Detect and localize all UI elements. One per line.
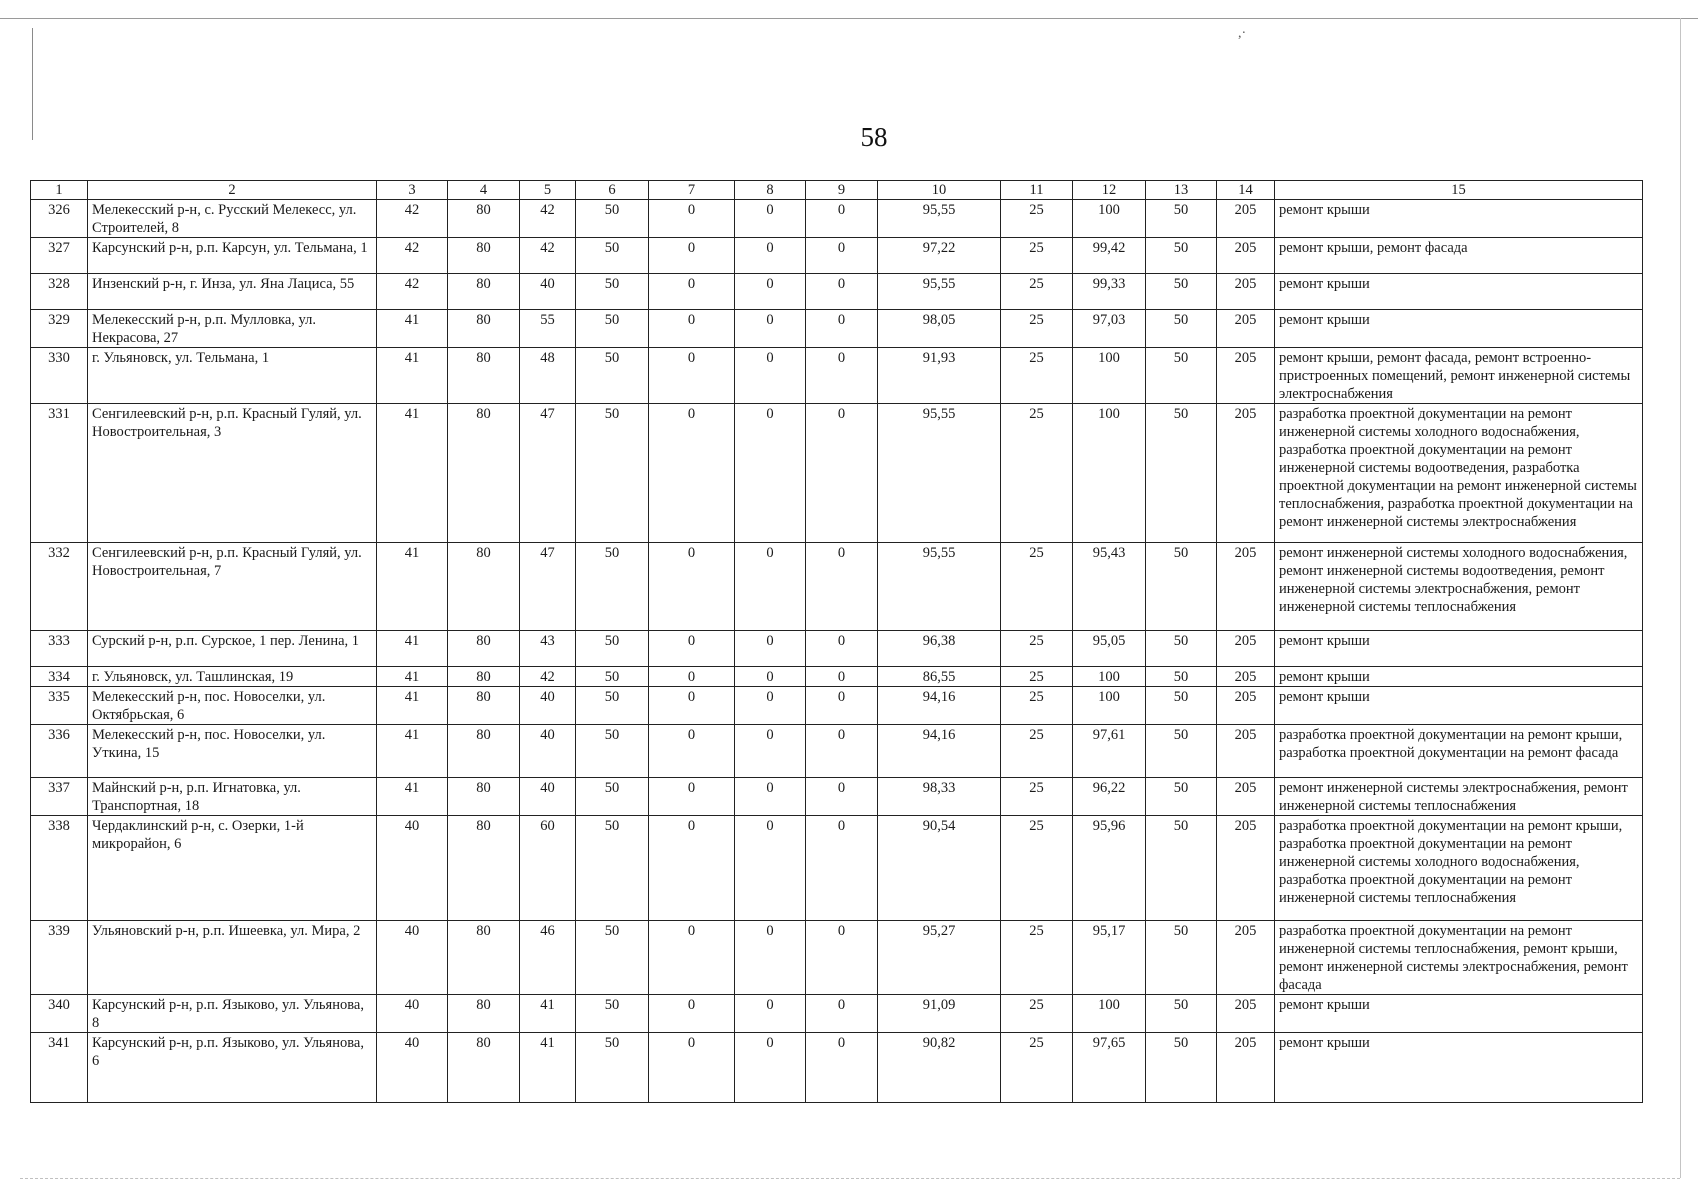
col-header: 4 bbox=[448, 181, 520, 200]
value-col-14: 205 bbox=[1217, 921, 1275, 995]
value-col-7: 0 bbox=[649, 631, 735, 667]
table-row bbox=[31, 200, 1643, 238]
value-col-11: 25 bbox=[1001, 725, 1073, 778]
address-cell: Карсунский р-н, р.п. Карсун, ул. Тельмана, 1 bbox=[88, 238, 377, 274]
value-col-9: 0 bbox=[806, 310, 878, 348]
value-col-4: 80 bbox=[448, 995, 520, 1033]
value-col-14: 205 bbox=[1217, 274, 1275, 310]
value-col-11: 25 bbox=[1001, 238, 1073, 274]
value-col-11: 25 bbox=[1001, 1033, 1073, 1103]
table-row bbox=[31, 725, 1643, 778]
value-col-11: 25 bbox=[1001, 995, 1073, 1033]
value-col-10: 98,05 bbox=[878, 310, 1001, 348]
value-col-7: 0 bbox=[649, 778, 735, 816]
row-number: 326 bbox=[31, 200, 88, 238]
address-cell: Мелекесский р-н, с. Русский Мелекесс, ул. Строителей, 8 bbox=[88, 200, 377, 238]
table-body bbox=[31, 200, 1643, 1103]
value-col-8: 0 bbox=[735, 631, 806, 667]
value-col-6: 50 bbox=[576, 1033, 649, 1103]
repair-works-cell: ремонт крыши, ремонт фасада, ремонт встроенно-пристроенных помещений, ремонт инженерной системы электроснабжения bbox=[1275, 348, 1643, 404]
value-col-10: 95,55 bbox=[878, 274, 1001, 310]
value-col-7: 0 bbox=[649, 274, 735, 310]
value-col-3: 41 bbox=[377, 667, 448, 687]
col-header: 15 bbox=[1275, 181, 1643, 200]
value-col-4: 80 bbox=[448, 348, 520, 404]
value-col-4: 80 bbox=[448, 274, 520, 310]
value-col-6: 50 bbox=[576, 995, 649, 1033]
col-header: 5 bbox=[520, 181, 576, 200]
value-col-5: 41 bbox=[520, 1033, 576, 1103]
value-col-5: 55 bbox=[520, 310, 576, 348]
address-cell: Мелекесский р-н, пос. Новоселки, ул. Уткина, 15 bbox=[88, 725, 377, 778]
col-header: 13 bbox=[1146, 181, 1217, 200]
value-col-7: 0 bbox=[649, 1033, 735, 1103]
value-col-4: 80 bbox=[448, 1033, 520, 1103]
value-col-10: 90,82 bbox=[878, 1033, 1001, 1103]
value-col-13: 50 bbox=[1146, 778, 1217, 816]
value-col-4: 80 bbox=[448, 687, 520, 725]
value-col-12: 95,43 bbox=[1073, 543, 1146, 631]
scan-edge-right bbox=[1680, 18, 1681, 1178]
value-col-12: 100 bbox=[1073, 348, 1146, 404]
value-col-4: 80 bbox=[448, 310, 520, 348]
value-col-6: 50 bbox=[576, 543, 649, 631]
row-number: 337 bbox=[31, 778, 88, 816]
value-col-3: 40 bbox=[377, 921, 448, 995]
table-row bbox=[31, 995, 1643, 1033]
value-col-13: 50 bbox=[1146, 921, 1217, 995]
value-col-10: 86,55 bbox=[878, 667, 1001, 687]
value-col-14: 205 bbox=[1217, 200, 1275, 238]
scan-edge-bottom bbox=[20, 1178, 1680, 1179]
value-col-8: 0 bbox=[735, 543, 806, 631]
value-col-7: 0 bbox=[649, 404, 735, 543]
value-col-3: 41 bbox=[377, 631, 448, 667]
value-col-5: 40 bbox=[520, 687, 576, 725]
value-col-4: 80 bbox=[448, 631, 520, 667]
value-col-4: 80 bbox=[448, 543, 520, 631]
value-col-10: 90,54 bbox=[878, 816, 1001, 921]
row-number: 336 bbox=[31, 725, 88, 778]
value-col-7: 0 bbox=[649, 200, 735, 238]
value-col-7: 0 bbox=[649, 725, 735, 778]
value-col-9: 0 bbox=[806, 631, 878, 667]
value-col-11: 25 bbox=[1001, 200, 1073, 238]
value-col-13: 50 bbox=[1146, 687, 1217, 725]
value-col-13: 50 bbox=[1146, 348, 1217, 404]
value-col-6: 50 bbox=[576, 687, 649, 725]
value-col-13: 50 bbox=[1146, 200, 1217, 238]
value-col-9: 0 bbox=[806, 238, 878, 274]
value-col-12: 100 bbox=[1073, 200, 1146, 238]
value-col-7: 0 bbox=[649, 995, 735, 1033]
value-col-5: 40 bbox=[520, 274, 576, 310]
value-col-12: 99,42 bbox=[1073, 238, 1146, 274]
value-col-11: 25 bbox=[1001, 631, 1073, 667]
value-col-14: 205 bbox=[1217, 667, 1275, 687]
value-col-4: 80 bbox=[448, 667, 520, 687]
value-col-10: 98,33 bbox=[878, 778, 1001, 816]
value-col-9: 0 bbox=[806, 274, 878, 310]
value-col-11: 25 bbox=[1001, 816, 1073, 921]
value-col-9: 0 bbox=[806, 816, 878, 921]
row-number: 334 bbox=[31, 667, 88, 687]
col-header: 2 bbox=[88, 181, 377, 200]
value-col-7: 0 bbox=[649, 921, 735, 995]
value-col-10: 97,22 bbox=[878, 238, 1001, 274]
repair-works-cell: ремонт крыши bbox=[1275, 667, 1643, 687]
value-col-4: 80 bbox=[448, 816, 520, 921]
table-row bbox=[31, 816, 1643, 921]
address-cell: Ульяновский р-н, р.п. Ишеевка, ул. Мира, 2 bbox=[88, 921, 377, 995]
value-col-3: 40 bbox=[377, 816, 448, 921]
value-col-12: 97,03 bbox=[1073, 310, 1146, 348]
repair-works-cell: разработка проектной документации на ремонт крыши, разработка проектной документации на ремонт фасада bbox=[1275, 725, 1643, 778]
value-col-13: 50 bbox=[1146, 310, 1217, 348]
col-header: 6 bbox=[576, 181, 649, 200]
value-col-12: 97,65 bbox=[1073, 1033, 1146, 1103]
col-header: 8 bbox=[735, 181, 806, 200]
repair-works-cell: ремонт крыши bbox=[1275, 200, 1643, 238]
table-row bbox=[31, 667, 1643, 687]
value-col-4: 80 bbox=[448, 404, 520, 543]
value-col-13: 50 bbox=[1146, 816, 1217, 921]
value-col-7: 0 bbox=[649, 348, 735, 404]
value-col-10: 95,27 bbox=[878, 921, 1001, 995]
value-col-6: 50 bbox=[576, 310, 649, 348]
value-col-8: 0 bbox=[735, 816, 806, 921]
repair-works-cell: ремонт крыши bbox=[1275, 274, 1643, 310]
value-col-8: 0 bbox=[735, 404, 806, 543]
value-col-3: 41 bbox=[377, 404, 448, 543]
repair-works-cell: ремонт инженерной системы холодного водоснабжения, ремонт инженерной системы водоотведения, ремонт инженерной системы электроснабжения, ремонт инженерной системы теплоснабжения bbox=[1275, 543, 1643, 631]
value-col-4: 80 bbox=[448, 725, 520, 778]
value-col-3: 41 bbox=[377, 348, 448, 404]
value-col-6: 50 bbox=[576, 816, 649, 921]
value-col-9: 0 bbox=[806, 725, 878, 778]
value-col-10: 95,55 bbox=[878, 543, 1001, 631]
table-row bbox=[31, 404, 1643, 543]
value-col-7: 0 bbox=[649, 310, 735, 348]
repair-works-cell: разработка проектной документации на ремонт инженерной системы теплоснабжения, ремонт крыши, ремонт инженерной системы электроснабжения, ремонт фасада bbox=[1275, 921, 1643, 995]
value-col-7: 0 bbox=[649, 816, 735, 921]
value-col-9: 0 bbox=[806, 1033, 878, 1103]
value-col-14: 205 bbox=[1217, 1033, 1275, 1103]
value-col-8: 0 bbox=[735, 778, 806, 816]
row-number: 335 bbox=[31, 687, 88, 725]
value-col-3: 41 bbox=[377, 310, 448, 348]
value-col-12: 95,96 bbox=[1073, 816, 1146, 921]
address-cell: Сенгилеевский р-н, р.п. Красный Гуляй, ул. Новостроительная, 7 bbox=[88, 543, 377, 631]
col-header: 7 bbox=[649, 181, 735, 200]
row-number: 339 bbox=[31, 921, 88, 995]
value-col-14: 205 bbox=[1217, 348, 1275, 404]
value-col-11: 25 bbox=[1001, 687, 1073, 725]
value-col-12: 99,33 bbox=[1073, 274, 1146, 310]
value-col-5: 47 bbox=[520, 404, 576, 543]
value-col-4: 80 bbox=[448, 778, 520, 816]
repair-works-cell: разработка проектной документации на ремонт инженерной системы холодного водоснабжения, разработка проектной документации на ремонт инженерной системы водоотведения, разработка проектной документации на ремонт инженерной системы теплоснабжения, разработка проектной документации на ремонт инженерной системы электроснабжения bbox=[1275, 404, 1643, 543]
address-cell: Чердаклинский р-н, с. Озерки, 1-й микрорайон, 6 bbox=[88, 816, 377, 921]
value-col-10: 94,16 bbox=[878, 725, 1001, 778]
value-col-6: 50 bbox=[576, 631, 649, 667]
value-col-13: 50 bbox=[1146, 1033, 1217, 1103]
value-col-5: 43 bbox=[520, 631, 576, 667]
col-header: 3 bbox=[377, 181, 448, 200]
address-cell: Мелекесский р-н, р.п. Мулловка, ул. Некрасова, 27 bbox=[88, 310, 377, 348]
value-col-14: 205 bbox=[1217, 816, 1275, 921]
value-col-14: 205 bbox=[1217, 725, 1275, 778]
scan-speck: ,· bbox=[1238, 26, 1247, 41]
value-col-11: 25 bbox=[1001, 348, 1073, 404]
address-cell: Карсунский р-н, р.п. Языково, ул. Ульянова, 6 bbox=[88, 1033, 377, 1103]
col-header: 14 bbox=[1217, 181, 1275, 200]
repair-works-cell: ремонт крыши bbox=[1275, 1033, 1643, 1103]
housing-repair-table bbox=[30, 180, 1643, 1103]
value-col-6: 50 bbox=[576, 200, 649, 238]
repair-works-cell: ремонт крыши bbox=[1275, 687, 1643, 725]
value-col-14: 205 bbox=[1217, 687, 1275, 725]
value-col-12: 95,05 bbox=[1073, 631, 1146, 667]
row-number: 338 bbox=[31, 816, 88, 921]
value-col-5: 41 bbox=[520, 995, 576, 1033]
value-col-9: 0 bbox=[806, 667, 878, 687]
value-col-6: 50 bbox=[576, 404, 649, 543]
value-col-14: 205 bbox=[1217, 995, 1275, 1033]
value-col-12: 100 bbox=[1073, 667, 1146, 687]
row-number: 341 bbox=[31, 1033, 88, 1103]
value-col-12: 100 bbox=[1073, 404, 1146, 543]
value-col-5: 42 bbox=[520, 238, 576, 274]
value-col-8: 0 bbox=[735, 667, 806, 687]
table-row bbox=[31, 543, 1643, 631]
value-col-10: 96,38 bbox=[878, 631, 1001, 667]
address-cell: Карсунский р-н, р.п. Языково, ул. Ульянова, 8 bbox=[88, 995, 377, 1033]
value-col-5: 42 bbox=[520, 200, 576, 238]
value-col-3: 42 bbox=[377, 274, 448, 310]
value-col-9: 0 bbox=[806, 921, 878, 995]
row-number: 327 bbox=[31, 238, 88, 274]
value-col-9: 0 bbox=[806, 348, 878, 404]
row-number: 330 bbox=[31, 348, 88, 404]
value-col-14: 205 bbox=[1217, 404, 1275, 543]
col-header: 10 bbox=[878, 181, 1001, 200]
value-col-11: 25 bbox=[1001, 778, 1073, 816]
table-row bbox=[31, 631, 1643, 667]
value-col-13: 50 bbox=[1146, 631, 1217, 667]
value-col-11: 25 bbox=[1001, 404, 1073, 543]
value-col-13: 50 bbox=[1146, 543, 1217, 631]
row-number: 333 bbox=[31, 631, 88, 667]
table-row bbox=[31, 274, 1643, 310]
value-col-5: 40 bbox=[520, 725, 576, 778]
repair-works-cell: ремонт крыши bbox=[1275, 631, 1643, 667]
value-col-10: 91,93 bbox=[878, 348, 1001, 404]
value-col-3: 41 bbox=[377, 778, 448, 816]
value-col-10: 94,16 bbox=[878, 687, 1001, 725]
value-col-8: 0 bbox=[735, 200, 806, 238]
value-col-3: 41 bbox=[377, 725, 448, 778]
scan-edge-top bbox=[0, 18, 1698, 19]
value-col-9: 0 bbox=[806, 995, 878, 1033]
value-col-13: 50 bbox=[1146, 667, 1217, 687]
value-col-9: 0 bbox=[806, 778, 878, 816]
value-col-14: 205 bbox=[1217, 631, 1275, 667]
value-col-12: 100 bbox=[1073, 687, 1146, 725]
value-col-8: 0 bbox=[735, 687, 806, 725]
value-col-5: 47 bbox=[520, 543, 576, 631]
value-col-8: 0 bbox=[735, 238, 806, 274]
value-col-14: 205 bbox=[1217, 238, 1275, 274]
value-col-3: 42 bbox=[377, 200, 448, 238]
value-col-10: 91,09 bbox=[878, 995, 1001, 1033]
value-col-8: 0 bbox=[735, 725, 806, 778]
repair-works-cell: ремонт крыши bbox=[1275, 995, 1643, 1033]
repair-works-cell: ремонт крыши, ремонт фасада bbox=[1275, 238, 1643, 274]
column-number-row bbox=[31, 181, 1643, 200]
value-col-5: 60 bbox=[520, 816, 576, 921]
value-col-5: 48 bbox=[520, 348, 576, 404]
address-cell: Сенгилеевский р-н, р.п. Красный Гуляй, ул. Новостроительная, 3 bbox=[88, 404, 377, 543]
table-row bbox=[31, 778, 1643, 816]
value-col-3: 41 bbox=[377, 543, 448, 631]
value-col-6: 50 bbox=[576, 667, 649, 687]
value-col-11: 25 bbox=[1001, 543, 1073, 631]
col-header: 9 bbox=[806, 181, 878, 200]
col-header: 11 bbox=[1001, 181, 1073, 200]
row-number: 340 bbox=[31, 995, 88, 1033]
value-col-6: 50 bbox=[576, 238, 649, 274]
table-row bbox=[31, 310, 1643, 348]
value-col-14: 205 bbox=[1217, 310, 1275, 348]
value-col-3: 42 bbox=[377, 238, 448, 274]
table-row bbox=[31, 1033, 1643, 1103]
value-col-8: 0 bbox=[735, 310, 806, 348]
value-col-11: 25 bbox=[1001, 310, 1073, 348]
row-number: 328 bbox=[31, 274, 88, 310]
value-col-4: 80 bbox=[448, 921, 520, 995]
value-col-4: 80 bbox=[448, 200, 520, 238]
value-col-6: 50 bbox=[576, 778, 649, 816]
value-col-7: 0 bbox=[649, 687, 735, 725]
value-col-5: 42 bbox=[520, 667, 576, 687]
value-col-8: 0 bbox=[735, 274, 806, 310]
value-col-12: 97,61 bbox=[1073, 725, 1146, 778]
value-col-7: 0 bbox=[649, 667, 735, 687]
value-col-5: 40 bbox=[520, 778, 576, 816]
value-col-6: 50 bbox=[576, 348, 649, 404]
value-col-10: 95,55 bbox=[878, 200, 1001, 238]
value-col-11: 25 bbox=[1001, 921, 1073, 995]
col-header: 1 bbox=[31, 181, 88, 200]
value-col-6: 50 bbox=[576, 725, 649, 778]
table-row bbox=[31, 921, 1643, 995]
value-col-12: 100 bbox=[1073, 995, 1146, 1033]
value-col-7: 0 bbox=[649, 238, 735, 274]
col-header: 12 bbox=[1073, 181, 1146, 200]
value-col-9: 0 bbox=[806, 404, 878, 543]
value-col-8: 0 bbox=[735, 348, 806, 404]
value-col-11: 25 bbox=[1001, 667, 1073, 687]
row-number: 332 bbox=[31, 543, 88, 631]
address-cell: г. Ульяновск, ул. Ташлинская, 19 bbox=[88, 667, 377, 687]
repair-works-cell: ремонт крыши bbox=[1275, 310, 1643, 348]
value-col-3: 40 bbox=[377, 1033, 448, 1103]
value-col-9: 0 bbox=[806, 687, 878, 725]
address-cell: Сурский р-н, р.п. Сурское, 1 пер. Ленина, 1 bbox=[88, 631, 377, 667]
table-row bbox=[31, 687, 1643, 725]
address-cell: Инзенский р-н, г. Инза, ул. Яна Лациса, 55 bbox=[88, 274, 377, 310]
value-col-3: 40 bbox=[377, 995, 448, 1033]
value-col-9: 0 bbox=[806, 543, 878, 631]
value-col-13: 50 bbox=[1146, 995, 1217, 1033]
value-col-6: 50 bbox=[576, 274, 649, 310]
value-col-8: 0 bbox=[735, 921, 806, 995]
value-col-13: 50 bbox=[1146, 274, 1217, 310]
value-col-9: 0 bbox=[806, 200, 878, 238]
table-row bbox=[31, 348, 1643, 404]
value-col-10: 95,55 bbox=[878, 404, 1001, 543]
value-col-8: 0 bbox=[735, 995, 806, 1033]
value-col-8: 0 bbox=[735, 1033, 806, 1103]
value-col-5: 46 bbox=[520, 921, 576, 995]
address-cell: г. Ульяновск, ул. Тельмана, 1 bbox=[88, 348, 377, 404]
value-col-6: 50 bbox=[576, 921, 649, 995]
value-col-13: 50 bbox=[1146, 404, 1217, 543]
address-cell: Майнский р-н, р.п. Игнатовка, ул. Транспортная, 18 bbox=[88, 778, 377, 816]
value-col-12: 95,17 bbox=[1073, 921, 1146, 995]
row-number: 329 bbox=[31, 310, 88, 348]
value-col-14: 205 bbox=[1217, 778, 1275, 816]
value-col-11: 25 bbox=[1001, 274, 1073, 310]
value-col-7: 0 bbox=[649, 543, 735, 631]
value-col-4: 80 bbox=[448, 238, 520, 274]
value-col-13: 50 bbox=[1146, 238, 1217, 274]
address-cell: Мелекесский р-н, пос. Новоселки, ул. Октябрьская, 6 bbox=[88, 687, 377, 725]
repair-works-cell: разработка проектной документации на ремонт крыши, разработка проектной документации на ремонт инженерной системы холодного водоснабжения, разработка проектной документации на ремонт инженерной системы теплоснабжения bbox=[1275, 816, 1643, 921]
value-col-14: 205 bbox=[1217, 543, 1275, 631]
value-col-3: 41 bbox=[377, 687, 448, 725]
row-number: 331 bbox=[31, 404, 88, 543]
page-number: 58 bbox=[860, 122, 888, 152]
table-row bbox=[31, 238, 1643, 274]
repair-works-cell: ремонт инженерной системы электроснабжения, ремонт инженерной системы теплоснабжения bbox=[1275, 778, 1643, 816]
value-col-13: 50 bbox=[1146, 725, 1217, 778]
value-col-12: 96,22 bbox=[1073, 778, 1146, 816]
